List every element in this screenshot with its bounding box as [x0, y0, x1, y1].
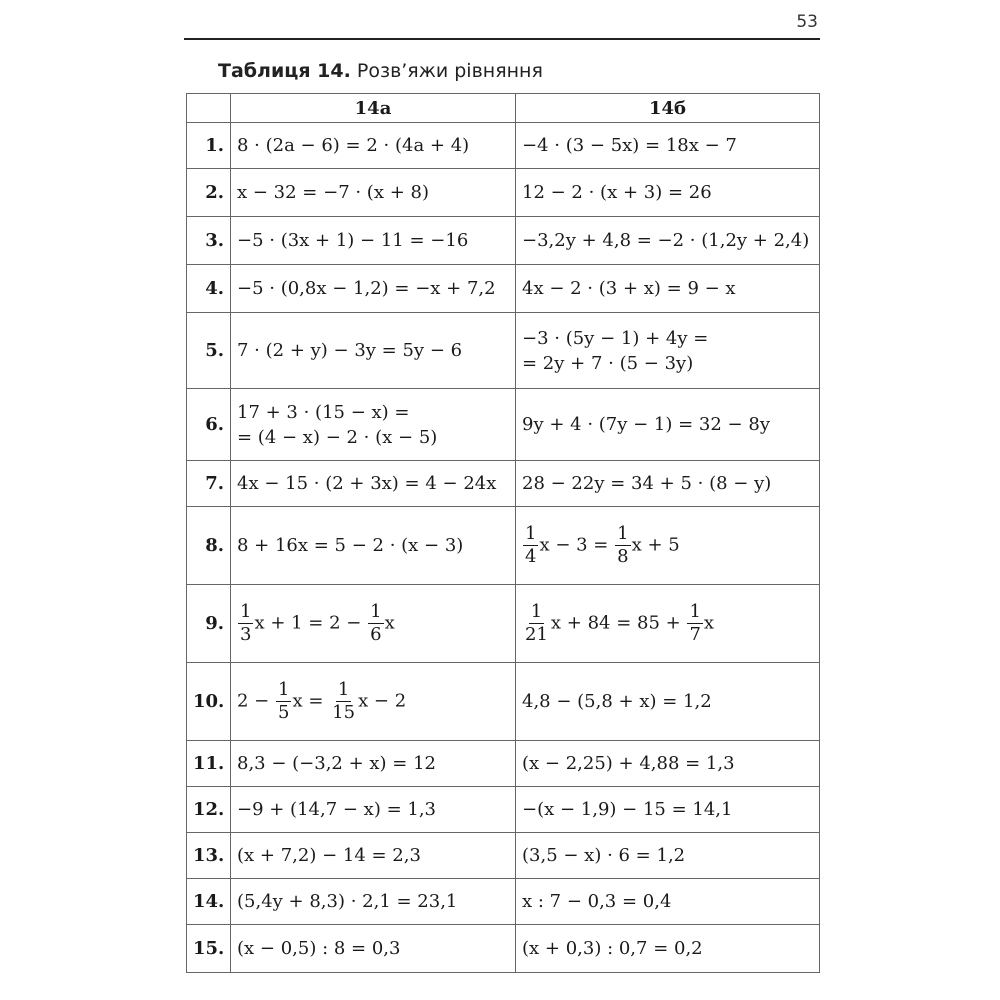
equation-line: −9 + (14,7 − x) = 1,3 [237, 799, 437, 820]
row-number: 1. [187, 123, 231, 169]
equation-14a [231, 217, 516, 265]
equation-14b [516, 787, 820, 833]
row-number: 6. [187, 389, 231, 461]
equation-line: 9y + 4 · (7y − 1) = 32 − 8y [522, 414, 770, 435]
fraction [330, 679, 357, 724]
fraction-numerator: 1 [337, 679, 350, 700]
table-row [187, 787, 820, 833]
equation-14b [516, 313, 820, 389]
equation-14a [231, 265, 516, 313]
equation-text: 2 − [237, 690, 270, 712]
equation-line: (x − 2,25) + 4,88 = 1,3 [522, 753, 735, 774]
equation-14b [516, 741, 820, 787]
equation-14a [231, 461, 516, 507]
fraction-numerator: 1 [525, 523, 537, 544]
row-number: 12. [187, 787, 231, 833]
equation-line: −5 · (0,8x − 1,2) = −x + 7,2 [237, 278, 496, 299]
table-row [187, 741, 820, 787]
fraction [687, 601, 702, 646]
equation-line: 4,8 − (5,8 + x) = 1,2 [522, 691, 712, 712]
fraction-denominator: 7 [689, 624, 701, 645]
equation-14b [516, 461, 820, 507]
equation-14b [516, 663, 820, 741]
fraction-numerator: 1 [240, 601, 252, 622]
equation-line: 17 + 3 · (15 − x) = [237, 401, 410, 423]
equation-text: x = [292, 690, 324, 712]
row-number: 13. [187, 833, 231, 879]
equation-14a [231, 313, 516, 389]
equation-line: −4 · (3 − 5x) = 18x − 7 [522, 135, 737, 156]
equation-14b [516, 123, 820, 169]
equation-line: (x − 0,5) : 8 = 0,3 [237, 938, 401, 959]
equation-14b [516, 265, 820, 313]
fraction-denominator: 21 [525, 624, 548, 645]
equation-14a [231, 879, 516, 925]
equation-14b [516, 389, 820, 461]
row-number: 2. [187, 169, 231, 217]
fraction-numerator: 1 [278, 679, 290, 700]
table-title-text: Розв’яжи рівняння [350, 60, 543, 82]
equation-14b [516, 507, 820, 585]
table-row [187, 879, 820, 925]
equation-14b [516, 925, 820, 973]
fraction-denominator: 8 [617, 546, 629, 567]
table-header-row [187, 94, 820, 123]
row-number: 7. [187, 461, 231, 507]
equation-text: x − 2 [358, 690, 407, 712]
equation-text: x [384, 612, 395, 634]
column-header-14b: 14б [516, 94, 820, 123]
column-header-14a: 14а [231, 94, 516, 123]
equation-line: (x + 0,3) : 0,7 = 0,2 [522, 938, 703, 959]
equation-14b [516, 585, 820, 663]
table-row [187, 389, 820, 461]
row-number: 15. [187, 925, 231, 973]
equation-14a [231, 507, 516, 585]
equation-line: (x + 7,2) − 14 = 2,3 [237, 845, 421, 866]
equation-line: x − 32 = −7 · (x + 8) [237, 182, 429, 203]
fraction-numerator: 1 [617, 523, 629, 544]
equation-line: 8 + 16x = 5 − 2 · (x − 3) [237, 535, 464, 556]
equation-line: −(x − 1,9) − 15 = 14,1 [522, 799, 733, 820]
equation-14a [231, 787, 516, 833]
table-row [187, 663, 820, 741]
fraction-denominator: 3 [240, 624, 252, 645]
equation-line: 12 − 2 · (x + 3) = 26 [522, 182, 712, 203]
equation-14a [231, 663, 516, 741]
equation-text: x + 1 = 2 − [254, 612, 362, 634]
row-number: 5. [187, 313, 231, 389]
table-row [187, 123, 820, 169]
equation-line: −3 · (5y − 1) + 4y = [522, 327, 709, 349]
equation-text: x + 5 [631, 534, 680, 556]
equation-14a [231, 925, 516, 973]
table-row [187, 169, 820, 217]
equation-text: x − 3 = [539, 534, 609, 556]
fraction-denominator: 4 [525, 546, 537, 567]
equations-table [186, 93, 820, 973]
fraction [523, 601, 550, 646]
fraction [238, 601, 253, 646]
equation-line: 7 · (2 + y) − 3y = 5y − 6 [237, 340, 463, 361]
fraction-denominator: 6 [370, 624, 382, 645]
equation-line: x : 7 − 0,3 = 0,4 [522, 891, 672, 912]
equation-14b [516, 879, 820, 925]
table-row [187, 833, 820, 879]
equation-line: −3,2y + 4,8 = −2 · (1,2y + 2,4) [522, 230, 810, 251]
equation-14a [231, 833, 516, 879]
equation-14b [516, 217, 820, 265]
fraction [276, 679, 291, 724]
table-title-bold: Таблиця 14. [218, 60, 351, 82]
equation-line: 28 − 22y = 34 + 5 · (8 − y) [522, 473, 772, 494]
equation-text: x + 84 = 85 + [550, 612, 681, 634]
row-number: 9. [187, 585, 231, 663]
fraction-numerator: 1 [370, 601, 382, 622]
equation-14a [231, 169, 516, 217]
equation-line: 4x − 15 · (2 + 3x) = 4 − 24x [237, 473, 497, 494]
table-row [187, 461, 820, 507]
row-number: 11. [187, 741, 231, 787]
equation-line: (5,4y + 8,3) · 2,1 = 23,1 [237, 891, 458, 912]
equation-14b [516, 833, 820, 879]
table-row [187, 313, 820, 389]
equation-14b [516, 169, 820, 217]
equation-14a [231, 741, 516, 787]
fraction-numerator: 1 [689, 601, 701, 622]
equation-line: (3,5 − x) · 6 = 1,2 [522, 845, 686, 866]
row-number: 3. [187, 217, 231, 265]
fraction-denominator: 15 [332, 702, 356, 723]
column-header-number [187, 94, 231, 123]
fraction [368, 601, 383, 646]
table-row [187, 507, 820, 585]
row-number: 14. [187, 879, 231, 925]
equation-line: 8,3 − (−3,2 + x) = 12 [237, 753, 437, 774]
row-number: 8. [187, 507, 231, 585]
equation-14a [231, 123, 516, 169]
fraction [615, 523, 630, 568]
fraction-denominator: 5 [278, 702, 290, 723]
fraction [523, 523, 538, 568]
equation-line: 4x − 2 · (3 + x) = 9 − x [522, 278, 736, 299]
equation-line: = (4 − x) − 2 · (x − 5) [237, 426, 438, 448]
page-number: 53 [796, 12, 818, 32]
table-row [187, 217, 820, 265]
table-row [187, 265, 820, 313]
equation-14a [231, 585, 516, 663]
table-row [187, 585, 820, 663]
row-number: 10. [187, 663, 231, 741]
equation-14a [231, 389, 516, 461]
row-number: 4. [187, 265, 231, 313]
equation-line: 8 · (2a − 6) = 2 · (4a + 4) [237, 135, 470, 156]
table-row [187, 925, 820, 973]
equation-text: x [703, 612, 715, 634]
fraction-numerator: 1 [530, 601, 543, 622]
header-rule [184, 38, 820, 40]
equation-line: −5 · (3x + 1) − 11 = −16 [237, 230, 469, 251]
table-title [218, 60, 543, 82]
equation-line: = 2y + 7 · (5 − 3y) [522, 352, 694, 374]
